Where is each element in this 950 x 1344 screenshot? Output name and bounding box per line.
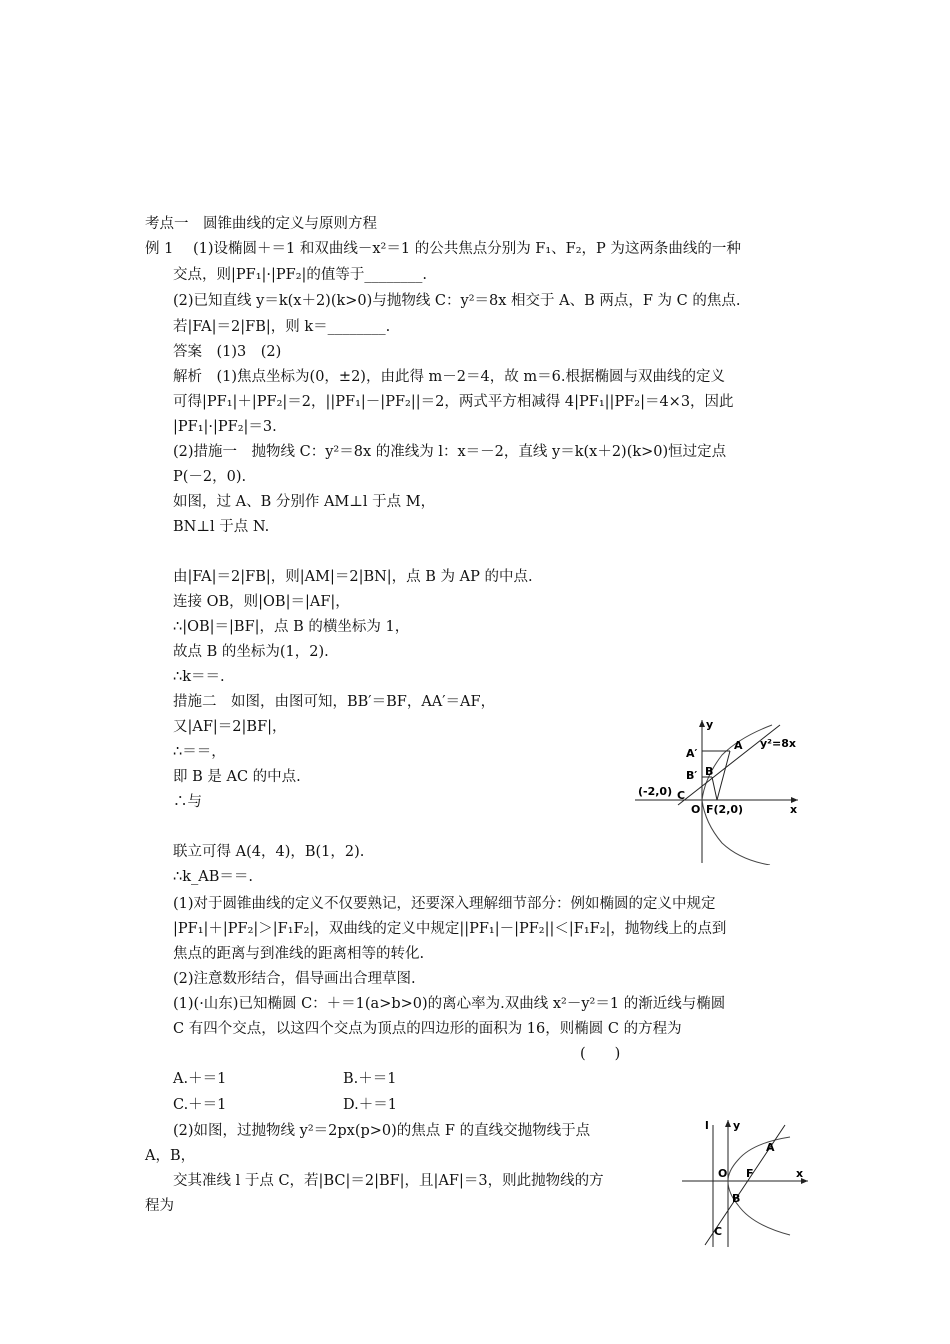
practice-1-line-1: (1)(·山东)已知椭圆 C：＋＝1(a>b>0)的离心率为.双曲线 x²－y²＝1 的渐近线与椭圆 bbox=[173, 996, 726, 1012]
analysis-line: BN⊥l 于点 N. bbox=[173, 519, 270, 535]
option-b: B.＋＝1 bbox=[343, 1071, 397, 1087]
analysis-line: 措施二 如图，由图可知，BB′＝BF，AA′＝AF， bbox=[173, 694, 496, 710]
question-2-line-1: (2)已知直线 y＝k(x＋2)(k>0)与抛物线 C：y²＝8x 相交于 A、B 两点，F 为 C 的焦点. bbox=[173, 293, 741, 309]
analysis-line: 由|FA|＝2|FB|，则|AM|＝2|BN|，点 B 为 AP 的中点. bbox=[173, 569, 533, 585]
x-label: x bbox=[790, 803, 798, 816]
analysis-line: ∴|OB|＝|BF|，点 B 的横坐标为 1， bbox=[173, 619, 410, 635]
focus-label: F bbox=[746, 1167, 754, 1180]
point-c-label: C bbox=[677, 789, 686, 802]
analysis-line: 又|AF|＝2|BF|， bbox=[173, 719, 287, 735]
analysis-line: 联立可得 A(4，4)，B(1，2). bbox=[173, 844, 365, 860]
answer-paren: ( ) bbox=[580, 1046, 621, 1062]
point-b-label: B bbox=[732, 1192, 741, 1205]
analysis-line: 故点 B 的坐标为(1，2). bbox=[173, 644, 329, 660]
y-label: y bbox=[706, 718, 714, 731]
parabola bbox=[728, 1137, 790, 1235]
directrix-label: l bbox=[705, 1119, 709, 1132]
analysis-line: ∴k＝＝. bbox=[173, 669, 225, 685]
analysis-line: P(－2，0). bbox=[173, 469, 247, 485]
y-label: y bbox=[733, 1119, 741, 1132]
analysis-line: 即 B 是 AC 的中点. bbox=[173, 769, 301, 785]
point-b-label: B bbox=[705, 765, 714, 778]
question-1-line-2: 交点，则|PF₁|·|PF₂|的值等于________. bbox=[173, 267, 428, 283]
analysis-line: ∴k_AB＝＝. bbox=[173, 869, 253, 885]
x-label: x bbox=[796, 1167, 804, 1180]
focus-label: F(2,0) bbox=[706, 803, 744, 816]
analysis-line: ∴与 bbox=[173, 794, 202, 810]
option-c: C.＋＝1 bbox=[173, 1097, 227, 1113]
practice-2-line-1: (2)如图，过抛物线 y²＝2px(p>0)的焦点 F 的直线交抛物线于点 bbox=[173, 1123, 591, 1139]
point-p-label: (-2,0) bbox=[638, 785, 673, 798]
note-line: (2)注意数形结合，倡导画出合理草图. bbox=[173, 971, 416, 987]
option-d: D.＋＝1 bbox=[343, 1097, 397, 1113]
analysis-line: 可得|PF₁|＋|PF₂|＝2，||PF₁|－|PF₂||＝2，两式平方相减得 4|PF₁||PF₂|＝4×3，因此 bbox=[173, 394, 734, 410]
analysis-line: 连接 OB，则|OB|＝|AF|， bbox=[173, 594, 350, 610]
analysis-line: 如图，过 A、B 分别作 AM⊥l 于点 M， bbox=[173, 494, 436, 510]
note-line: (1)对于圆锥曲线的定义不仅要熟记，还要深入理解细节部分：例如椭圆的定义中规定 bbox=[173, 896, 716, 912]
practice-2-line-3: 交其准线 l 于点 C，若|BC|＝2|BF|，且|AF|＝3，则此抛物线的方 bbox=[173, 1173, 604, 1189]
practice-1-line-2: C 有四个交点，以这四个交点为顶点的四边形的面积为 16，则椭圆 C 的方程为 bbox=[173, 1021, 682, 1037]
point-b-prime-label: B′ bbox=[686, 769, 698, 782]
point-c-label: C bbox=[714, 1225, 723, 1238]
practice-2-line-2: A，B， bbox=[145, 1148, 196, 1164]
point-a-prime-label: A′ bbox=[686, 747, 698, 760]
origin-label: O bbox=[691, 803, 701, 816]
note-line: |PF₁|＋|PF₂|＞|F₁F₂|，双曲线的定义中规定||PF₁|－|PF₂||＜|F₁F₂|，抛物线上的点到 bbox=[173, 921, 727, 937]
practice-2-line-4: 程为 bbox=[145, 1198, 174, 1214]
point-a-label: A bbox=[766, 1141, 775, 1154]
answer: 答案 (1)3 (2) bbox=[173, 344, 282, 360]
question-1-line-1: (1)设椭圆＋＝1 和双曲线－x²＝1 的公共焦点分别为 F₁、F₂，P 为这两条曲线的一种 bbox=[193, 241, 741, 257]
question-2-line-2: 若|FA|＝2|FB|，则 k＝________. bbox=[173, 319, 391, 335]
origin-label: O bbox=[718, 1167, 728, 1180]
point-a-label: A bbox=[734, 739, 743, 752]
analysis-line: 解析 (1)焦点坐标为(0，±2)，由此得 m－2＝4，故 m＝6.根据椭圆与双曲线的定义 bbox=[173, 369, 725, 385]
option-a: A.＋＝1 bbox=[173, 1071, 227, 1087]
note-line: 焦点的距离与到准线的距离相等的转化. bbox=[173, 946, 425, 962]
analysis-line: (2)措施一 抛物线 C：y²＝8x 的准线为 l：x＝－2，直线 y＝k(x＋2)(k>0)恒过定点 bbox=[173, 444, 727, 460]
example-label: 例 1 bbox=[145, 241, 174, 257]
parabola-figure-1 bbox=[630, 715, 805, 865]
section-heading: 考点一 圆锥曲线的定义与原则方程 bbox=[145, 216, 377, 232]
analysis-line: ∴＝＝， bbox=[173, 744, 226, 760]
parabola-figure-2 bbox=[680, 1115, 815, 1250]
curve-label: y²=8x bbox=[760, 737, 796, 750]
analysis-line: |PF₁|·|PF₂|＝3. bbox=[173, 419, 277, 435]
